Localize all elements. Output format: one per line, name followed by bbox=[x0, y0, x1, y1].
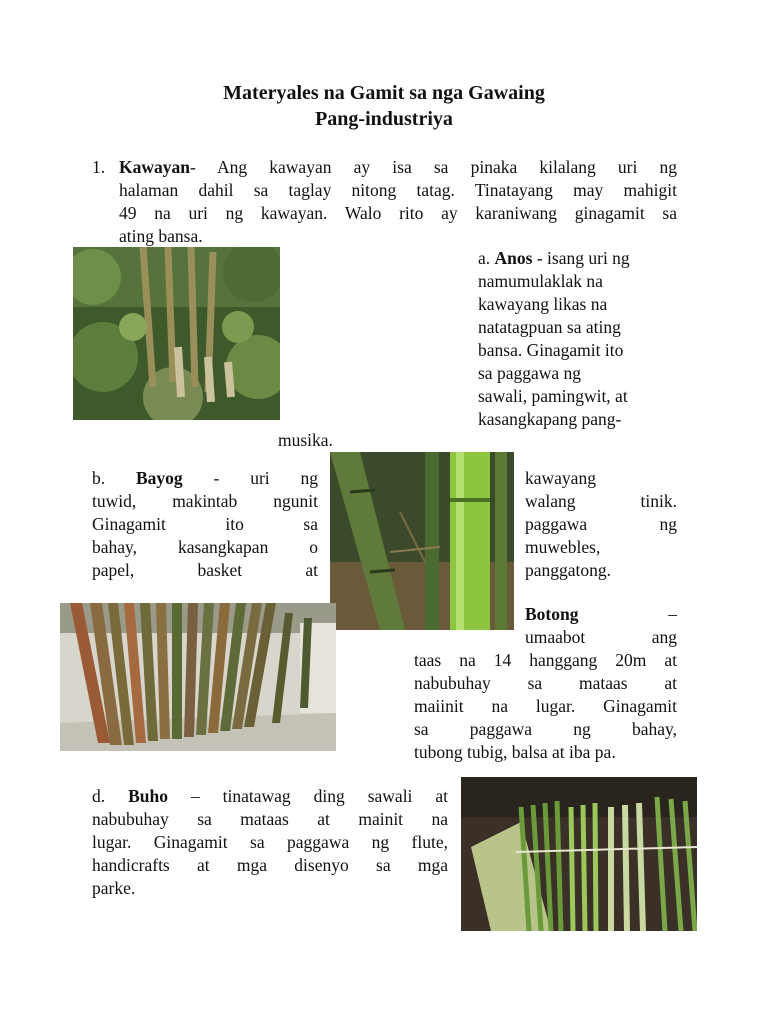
botong-line-4: nabubuhay sa mataas at bbox=[414, 673, 677, 693]
buho-term: Buho bbox=[128, 786, 168, 806]
kawayan-term: Kawayan bbox=[119, 157, 190, 177]
anos-line-3: kawayang likas na bbox=[478, 294, 608, 314]
botong-line-1 bbox=[525, 603, 677, 626]
anos-line-8: kasangkapang pang- bbox=[478, 409, 622, 429]
buho-line-3: lugar. Ginagamit sa paggawa ng flute, bbox=[92, 832, 448, 852]
anos-line-1-text: - isang uri ng bbox=[532, 248, 630, 268]
anos-photo bbox=[73, 247, 280, 420]
bayog-right-line-5: panggatong. bbox=[525, 560, 612, 580]
buho-line-2: nabubuhay sa mataas at mainit na bbox=[92, 809, 448, 829]
anos-line-9: musika. bbox=[278, 430, 333, 450]
buho-line-1-text: – tinatawag ding sawali at bbox=[167, 786, 449, 806]
anos-line-7: sawali, pamingwit, at bbox=[478, 386, 628, 406]
anos-line-5: bansa. Ginagamit ito bbox=[478, 340, 624, 360]
buho-photo bbox=[461, 777, 697, 931]
botong-photo bbox=[60, 603, 336, 751]
page-subtitle: Pang-industriya bbox=[315, 108, 453, 130]
buho-line-5: parke. bbox=[92, 878, 136, 898]
bayog-photo bbox=[330, 452, 514, 630]
anos-line-6: sa paggawa ng bbox=[478, 363, 582, 383]
anos-letter: a. bbox=[478, 248, 491, 268]
botong-term: Botong bbox=[525, 604, 579, 624]
bayog-right-line-4: muwebles, bbox=[525, 537, 601, 557]
buho-line-4: handicrafts at mga disenyo sa mga bbox=[92, 855, 448, 875]
botong-line-7: tubong tubig, balsa at iba pa. bbox=[414, 742, 616, 762]
botong-line-6: sa paggawa ng bahay, bbox=[414, 719, 677, 739]
bayog-right-line-1: kawayang bbox=[525, 468, 596, 488]
list-number: 1. bbox=[92, 157, 106, 177]
botong-line-2: umaabot ang bbox=[525, 627, 677, 647]
kawayan-line-1 bbox=[119, 156, 677, 179]
bayog-line-4: bahay, kasangkapan o bbox=[92, 537, 318, 557]
bayog-line-1-text: - uri ng bbox=[213, 468, 319, 488]
bayog-term: Bayog bbox=[135, 468, 183, 488]
buho-letter: d. bbox=[92, 786, 106, 806]
botong-line-3: taas na 14 hanggang 20m at bbox=[414, 650, 677, 670]
anos-line-1 bbox=[478, 247, 630, 270]
botong-line-5: maiinit na lugar. Ginagamit bbox=[414, 696, 677, 716]
bayog-line-5: papel, basket at bbox=[92, 560, 318, 580]
kawayan-line-3: 49 na uri ng kawayan. Walo rito ay karaniwang ginagamit sa bbox=[119, 203, 677, 223]
anos-term: Anos bbox=[494, 248, 533, 268]
anos-line-2: namumulaklak na bbox=[478, 271, 603, 291]
page-title: Materyales na Gamit sa nga Gawaing bbox=[223, 82, 545, 104]
anos-line-4: natatagpuan sa ating bbox=[478, 317, 621, 337]
kawayan-line-2: halaman dahil sa taglay nitong tatag. Tinatayang may mahigit bbox=[119, 180, 677, 200]
buho-line-1 bbox=[92, 785, 448, 808]
kawayan-line-4: ating bansa. bbox=[119, 226, 203, 246]
bayog-letter: b. bbox=[92, 468, 106, 488]
bayog-line-3: Ginagamit ito sa bbox=[92, 514, 318, 534]
bayog-right-line-2: walang tinik. bbox=[525, 491, 677, 511]
bayog-line-1 bbox=[92, 467, 318, 490]
bayog-line-2: tuwid, makintab ngunit bbox=[92, 491, 318, 511]
botong-dash: – bbox=[668, 604, 677, 624]
kawayan-line-1-text: - Ang kawayan ay isa sa pinaka kilalang uri ng bbox=[189, 157, 677, 177]
bayog-right-line-3: paggawa ng bbox=[525, 514, 677, 534]
